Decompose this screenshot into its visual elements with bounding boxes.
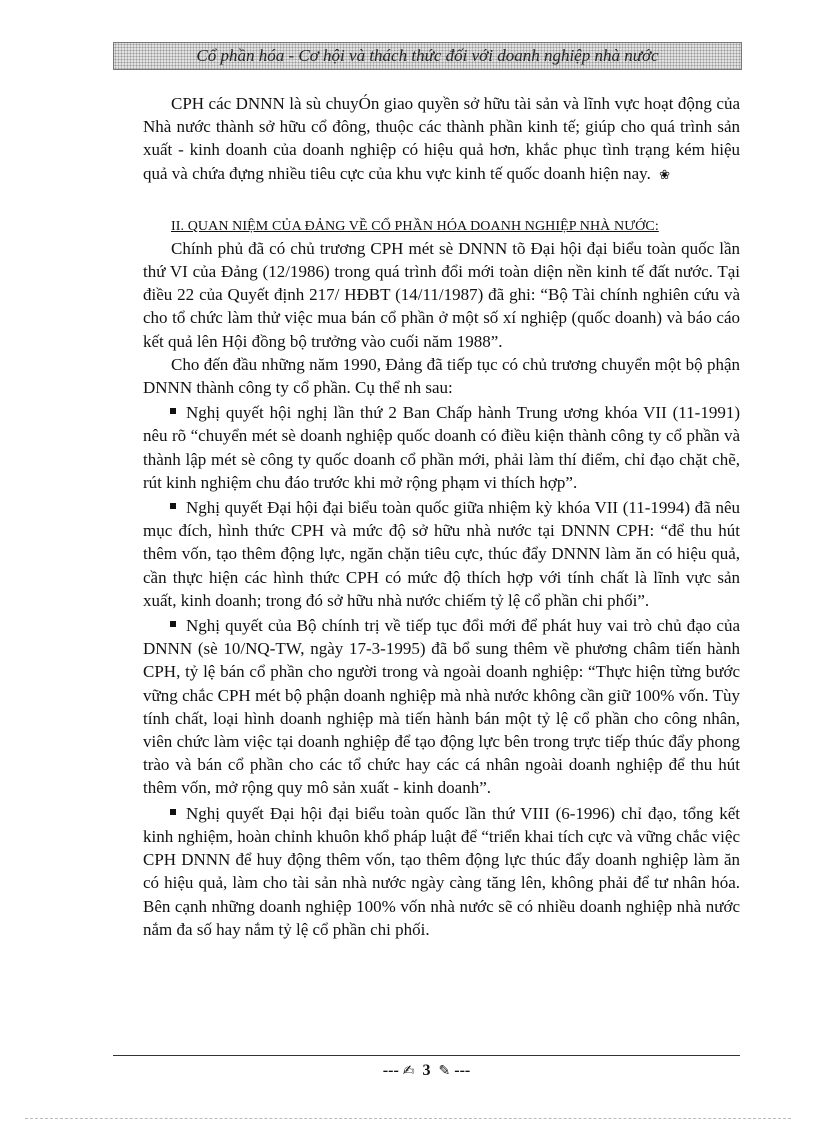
paragraph-1: Chính phủ đã có chủ trương CPH mét sè DNNN tõ Đại hội đại biểu toàn quốc lần thứ VI của Đảng (12/1986) trong quá trình đổi mới toàn diện nền kinh tế đất nước. Tại điều 22 của Quyết định 217/ HĐBT (14/11/1987) đã ghi: “Bộ Tài chính nghiên cứu và cho tổ chức làm thử việc mua bán cổ phần ở một số xí nghiệp (quốc doanh) và báo cáo kết quả lên Hội đồng bộ trưởng vào cuối năm 1988”.	[143, 238, 740, 351]
square-bullet-icon	[170, 809, 176, 815]
bullet-item-2	[143, 496, 740, 612]
paragraph-2: Cho đến đầu những năm 1990, Đảng đã tiếp tục có chủ trương chuyển một bộ phận DNNN thành công ty cổ phần. Cụ thể nh sau:	[143, 354, 740, 398]
bullet-item-3	[143, 614, 740, 800]
page-edge-line	[25, 1118, 791, 1119]
bullet-text-3: Nghị quyết của Bộ chính trị về tiếp tục đổi mới để phát huy vai trò chủ đạo của DNNN (sè 10/NQ-TW, ngày 17-3-1995) đã bổ sung thêm về phương châm tiến hành CPH, tỷ lệ bán cổ phần cho người trong và ngoài doanh nghiệp: “Thực hiện từng bước vững chắc CPH mét bộ phận doanh nghiệp mà nhà nước không cần giữ 100% vốn. Tùy tính chất, loại hình doanh nghiệp mà tiến hành bán một tỷ lệ cổ phần cho công nhân, viên chức làm việc tại doanh nghiệp để tạo động lực bên trong trực tiếp thúc đẩy phong trào và bán cổ phần cho các tổ chức hay các cá nhân ngoài doanh nghiệp để thu hút thêm vốn, mở rộng quy mô sản xuất - kinh doanh”.	[143, 616, 740, 798]
bullet-text-1: Nghị quyết hội nghị lần thứ 2 Ban Chấp hành Trung ương khóa VII (11-1991) nêu rõ “chuyển mét sè doanh nghiệp quốc doanh có điều kiện thành công ty cổ phần và thành lập mét sè công ty quốc doanh cổ phần mới, phải làm thí điểm, chỉ đạo chặt chẽ, rút kinh nghiệm chu đáo trước khi mở rộng phạm vi thích hợp”.	[143, 403, 740, 492]
intro-paragraph	[143, 92, 740, 187]
writing-hand-icon: ✍	[402, 1063, 415, 1079]
footer-divider	[113, 1055, 740, 1056]
page-number: 3	[422, 1062, 431, 1079]
bullet-text-4: Nghị quyết Đại hội đại biểu toàn quốc lần thứ VIII (6-1996) chỉ đạo, tổng kết kinh nghiệm, hoàn chỉnh khuôn khổ pháp luật để “triển khai tích cực và vững chắc việc CPH DNNN để huy động thêm vốn, tạo thêm động lực thúc đẩy doanh nghiệp làm ăn có hiệu quả, làm cho tài sản nhà nước ngày càng tăng lên, không phải để tư nhân hóa. Bên cạnh những doanh nghiệp 100% vốn nhà nước sẽ có nhiều doanh nghiệp nhà nước nắm đa số hay nắm tỷ lệ cổ phần chi phối.	[143, 803, 740, 939]
flower-ornament-icon: ❀	[659, 167, 670, 183]
footer-dashes-left: ---	[382, 1062, 399, 1079]
square-bullet-icon	[170, 408, 176, 414]
header-title: Cổ phần hóa - Cơ hội và thách thức đối với doanh nghiệp nhà nước	[196, 46, 659, 65]
intro-text: CPH các DNNN là sù chuyÓn giao quyền sở hữu tài sản và lĩnh vực hoạt động của Nhà nước thành sở hữu cổ đông, thuộc các thành phần kinh tế; giúp cho quá trình sản xuất - kinh doanh của doanh nghiệp có hiệu quả hơn, khắc phục tình trạng kém hiệu quả và chứa đựng nhiều tiêu cực của khu vực kinh tế quốc doanh hiện nay.	[143, 94, 740, 183]
page-footer	[113, 1060, 740, 1082]
bullet-item-1	[143, 401, 740, 494]
square-bullet-icon	[170, 503, 176, 509]
square-bullet-icon	[170, 621, 176, 627]
pencil-icon: ✎	[438, 1063, 451, 1079]
section-title: II. QUAN NIỆM CỦA ĐẢNG VỀ CỔ PHẦN HÓA DOANH NGHIỆP NHÀ NƯỚC:	[171, 218, 659, 234]
bullet-text-2: Nghị quyết Đại hội đại biểu toàn quốc giữa nhiệm kỳ khóa VII (11-1994) đã nêu mục đích, hình thức CPH và mức độ sở hữu nhà nước tại DNNN CPH: “để thu hút thêm vốn, tạo thêm động lực, ngăn chặn tiêu cực, thúc đẩy DNNN làm ăn có hiệu quả, cần thực hiện các hình thức CPH có mức độ thích hợp với tính chất là lĩnh vực sản xuất, kinh doanh; trong đó sở hữu nhà nước chiếm tỷ lệ cổ phần chi phối”.	[143, 498, 740, 610]
footer-dashes-right: ---	[454, 1062, 471, 1079]
document-body	[143, 92, 740, 941]
page-header	[113, 42, 742, 70]
bullet-item-4	[143, 802, 740, 941]
